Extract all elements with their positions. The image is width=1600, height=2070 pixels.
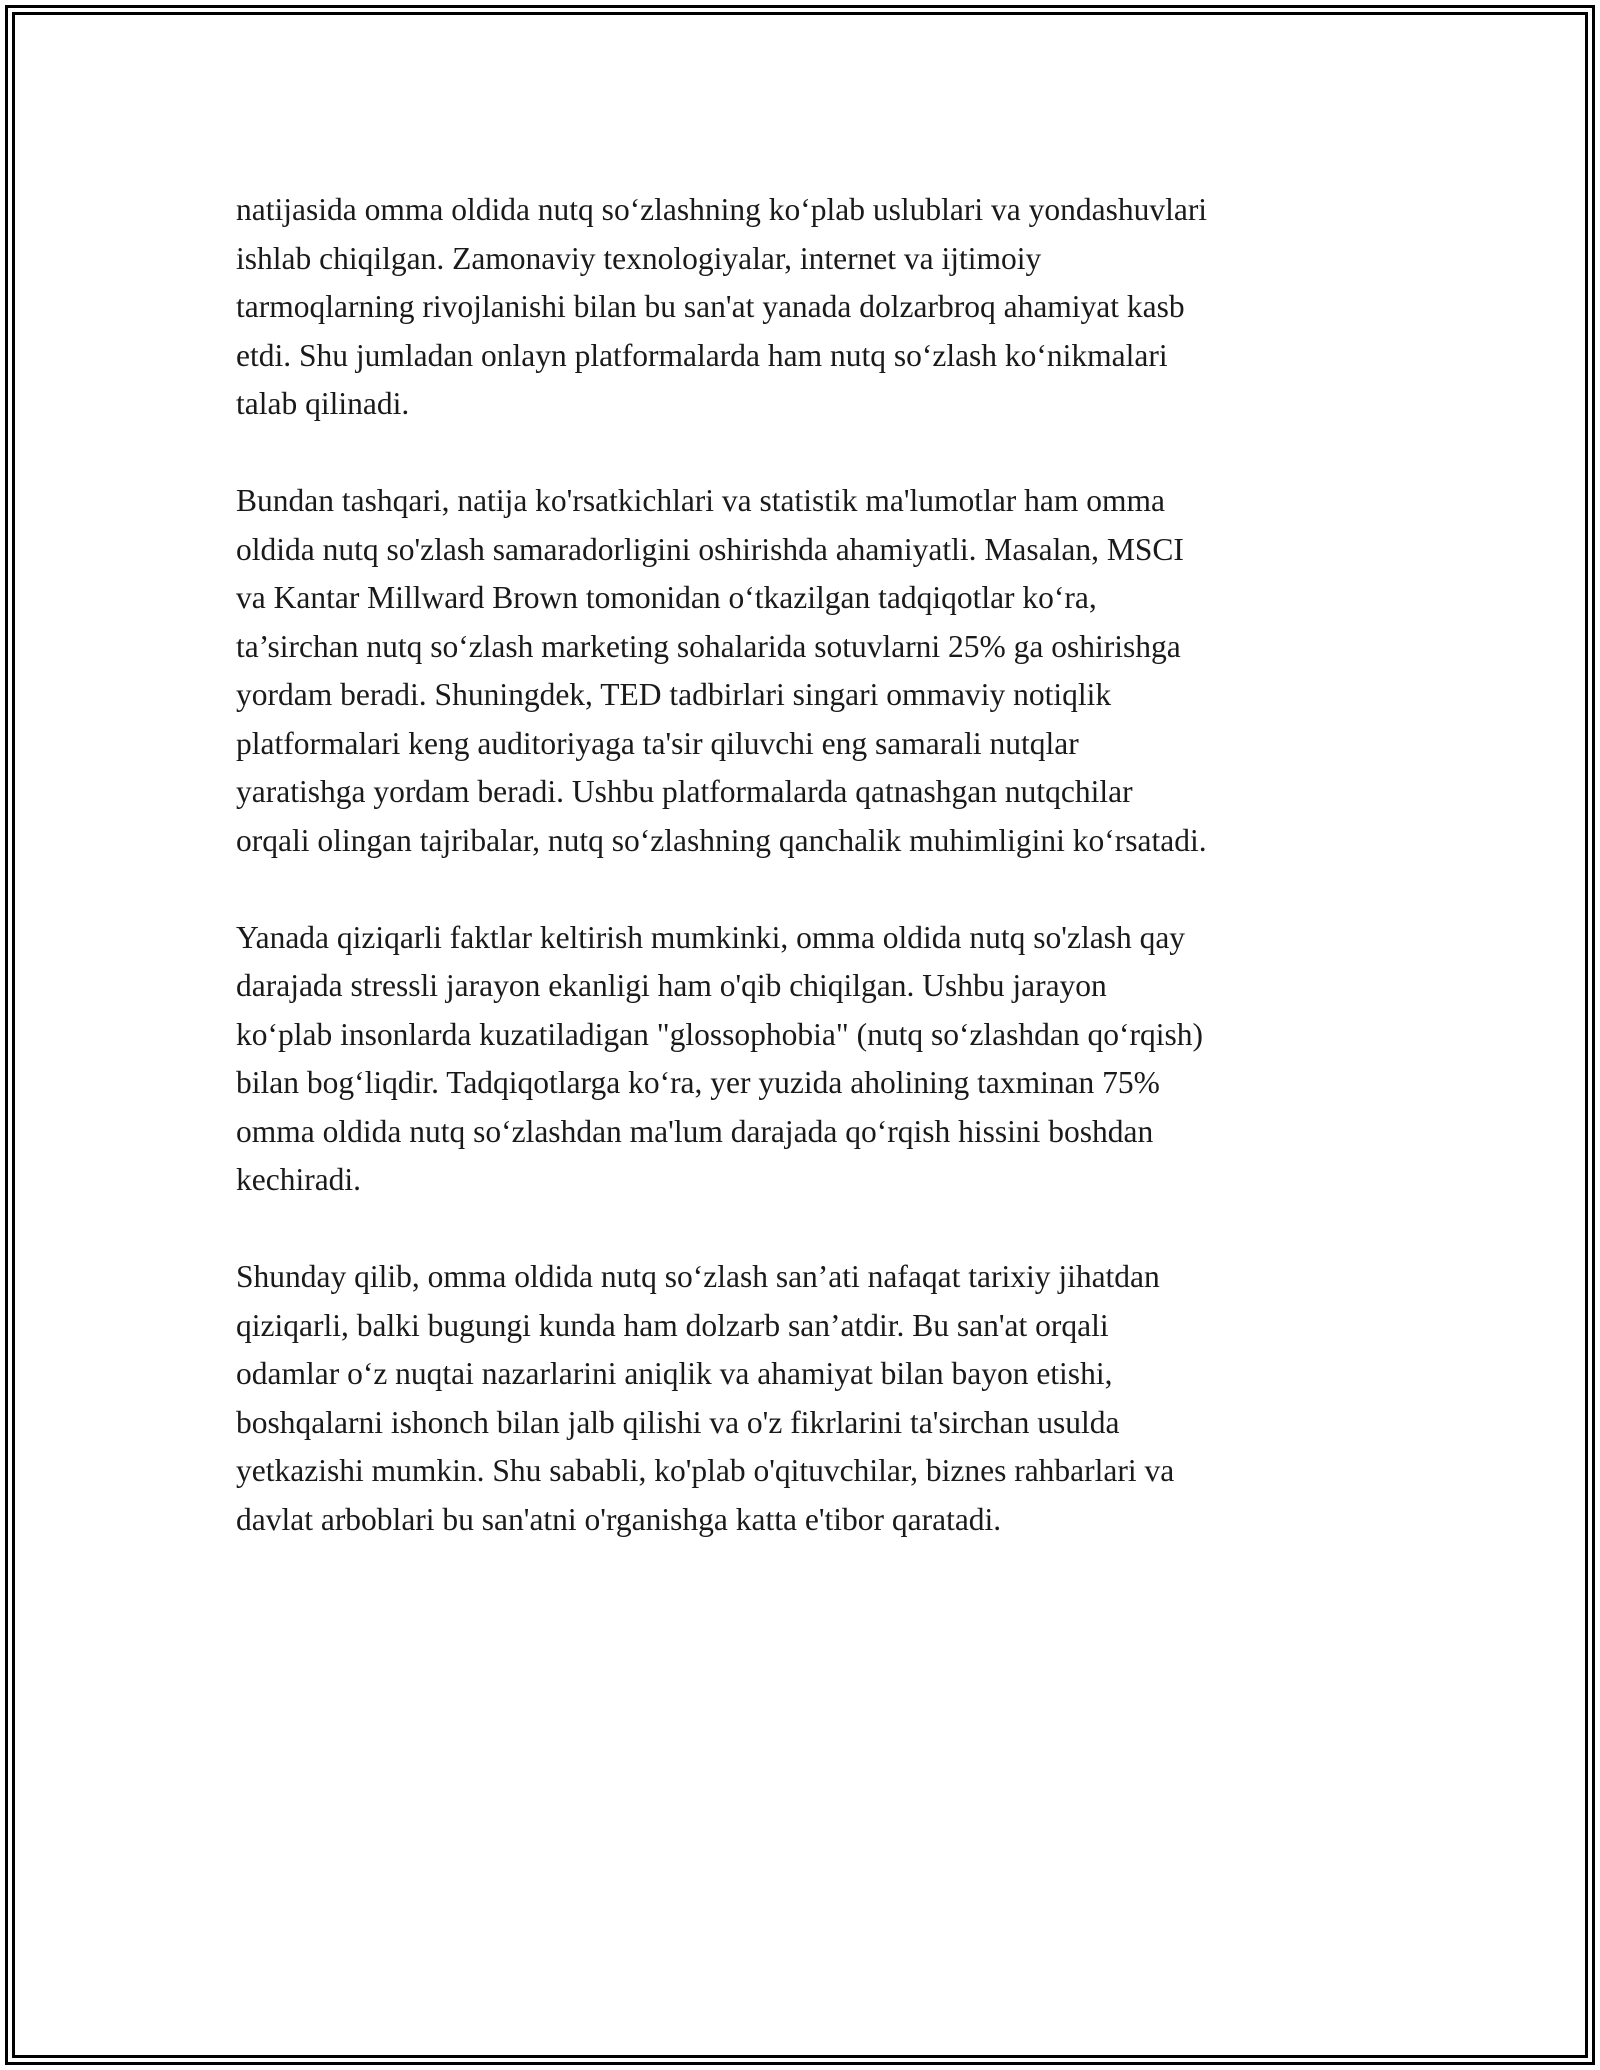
paragraph-3: Yanada qiziqarli faktlar keltirish mumkinki, omma oldida nutq so'zlash qay darajada stressli jarayon ekanligi ham o'qib chiqilgan. Ushbu jarayon ko‘plab insonlarda kuzatiladigan "glossophobia" (nutq so‘zlashdan qo‘rqish) bilan bog‘liqdir. Tadqiqotlarga ko‘ra, yer yuzida aholining taxminan 75% omma oldida nutq so‘zlashdan ma'lum darajada qo‘rqish hissini boshdan kechiradi. <box>236 919 1204 1197</box>
paragraph-4: Shunday qilib, omma oldida nutq so‘zlash san’ati nafaqat tarixiy jihatdan qiziqarli, balki bugungi kunda ham dolzarb san’atdir. Bu san'at orqali odamlar o‘z nuqtai nazarlarini aniqlik va ahamiyat bilan bayon etishi, boshqalarni ishonch bilan jalb qilishi va o'z fikrlarini ta'sirchan usulda yetkazishi mumkin. Shu sababli, ko'plab o'qituvchilar, biznes rahbarlari va davlat arboblari bu san'atni o'rganishga katta e'tibor qaratadi. <box>236 1259 1175 1537</box>
paragraph-2: Bundan tashqari, natija ko'rsatkichlari va statistik ma'lumotlar ham omma oldida nutq so'zlash samaradorligini oshirishda ahamiyatli. Masalan, MSCI va Kantar Millward Brown tomonidan o‘tkazilgan tadqiqotlar ko‘ra, ta’sirchan nutq so‘zlash marketing sohalarida sotuvlarni 25% ga oshirishga yordam beradi. Shuningdek, TED tadbirlari singari ommaviy notiqlik platformalari keng auditoriyaga ta'sir qiluvchi eng samarali nutqlar yaratishga yordam beradi. Ushbu platformalarda qatnashgan nutqchilar orqali olingan tajribalar, nutq so‘zlashning qanchalik muhimligini ko‘rsatadi. <box>236 483 1207 858</box>
document-body <box>236 186 1386 1544</box>
paragraph-1: natijasida omma oldida nutq so‘zlashning ko‘plab uslublari va yondashuvlari ishlab chiqilgan. Zamonaviy texnologiyalar, internet va ijtimoiy tarmoqlarning rivojlanishi bilan bu san'at yanada dolzarbroq ahamiyat kasb etdi. Shu jumladan onlayn platformalarda ham nutq so‘zlash ko‘nikmalari talab qilinadi. <box>236 192 1208 421</box>
